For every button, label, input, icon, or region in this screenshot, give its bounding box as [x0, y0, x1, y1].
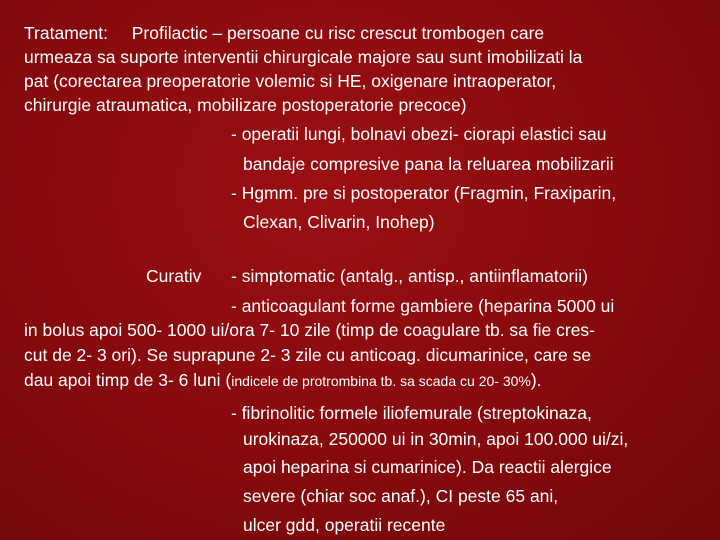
curative-bullet-2-line-3: cut de 2- 3 ori). Se suprapune 2- 3 zile cu anticoag. dicumarinice, care se [24, 345, 592, 365]
curative-bullet-2-line-4-end: ). [530, 370, 542, 390]
prophylaxis-line-1-text: – persoane cu risc crescut trombogen care [207, 23, 545, 43]
curative-label: Curativ [146, 266, 202, 286]
curative-bullet-1: - simptomatic (antalg., antisp., antiinflamatorii) [231, 266, 588, 286]
prophylaxis-bullet-2-line-2: Clexan, Clivarin, Inohep) [243, 212, 435, 232]
prophylaxis-line-1 [24, 22, 544, 44]
prophylaxis-bullet-1-line-1: - operatii lungi, bolnavi obezi- ciorapi elastici sau [231, 124, 607, 144]
prophylaxis-bullet-1-line-2: bandaje compresive pana la reluarea mobilizarii [243, 154, 614, 174]
curative-bullet-2-line-2: in bolus apoi 500- 1000 ui/ora 7- 10 zile (timp de coagulare tb. sa fie cres- [24, 320, 596, 340]
curative-bullet-3-line-5: ulcer gdd, operatii recente [243, 515, 446, 535]
prophylaxis-line-2: urmeaza sa suporte interventii chirurgicale majore sau sunt imobilizati la [24, 47, 583, 67]
curative-bullet-2-line-4 [24, 369, 542, 392]
curative-bullet-2-line-1: - anticoagulant forme gambiere (heparina 5000 ui [231, 296, 615, 316]
prophylaxis-bullet-2-line-1: - Hgmm. pre si postoperator (Fragmin, Fraxiparin, [231, 183, 617, 203]
curative-bullet-3-line-3: apoi heparina si cumarinice). Da reactii alergice [243, 457, 612, 477]
curative-bullet-2-line-4-main: dau apoi timp de 3- 6 luni ( [24, 370, 232, 390]
curative-bullet-3-line-1: - fibrinolitic formele iliofemurale (streptokinaza, [231, 403, 592, 423]
prophylaxis-line-4: chirurgie atraumatica, mobilizare postoperatorie precoce) [24, 95, 467, 115]
treatment-label: Tratament: [24, 23, 108, 43]
prophylaxis-heading: Profilactic [131, 23, 208, 43]
curative-bullet-3-line-4: severe (chiar soc anaf.), CI peste 65 ani, [243, 486, 559, 506]
curative-bullet-3-line-2: urokinaza, 250000 ui in 30min, apoi 100.000 ui/zi, [243, 429, 629, 449]
prothrombin-note: indicele de protrombina tb. sa scada cu 20- 30% [231, 373, 531, 389]
prophylaxis-line-3: pat (corectarea preoperatorie volemic si HE, oxigenare intraoperator, [24, 71, 557, 91]
